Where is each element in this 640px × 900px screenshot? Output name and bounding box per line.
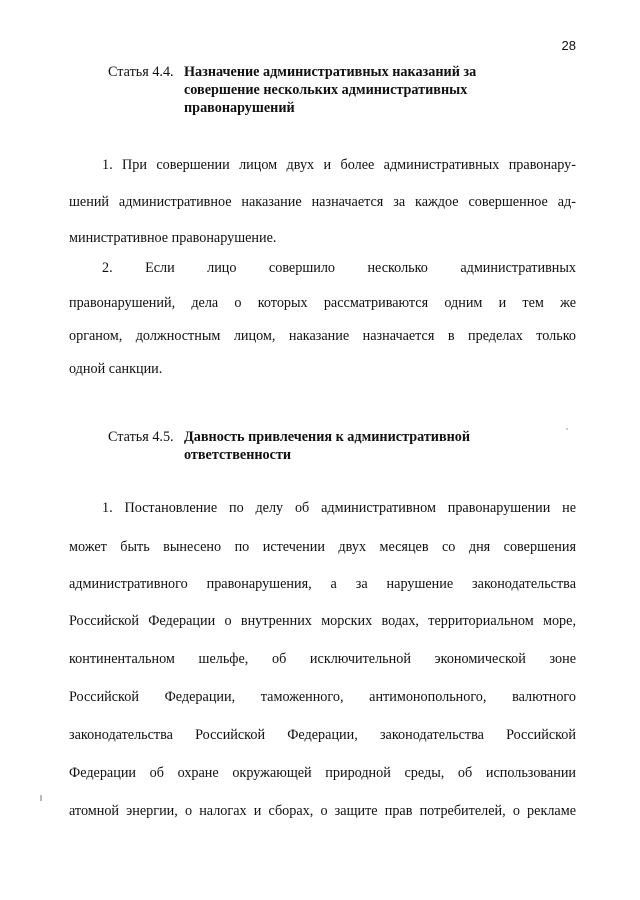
- paragraph-line: законодательства Российской Федерации, законодательства Российской: [69, 727, 576, 743]
- paragraph-line: 1. Постановление по делу об административном правонарушении не: [102, 500, 576, 516]
- paragraph-line: Федерации об охране окружающей природной среды, об использовании: [69, 765, 576, 781]
- article-label: Статья 4.5.: [108, 429, 174, 445]
- paragraph-line: атомной энергии, о налогах и сборах, о защите прав потребителей, о рекламе: [69, 803, 576, 819]
- paragraph-line: 2. Если лицо совершило несколько административных: [102, 260, 576, 276]
- paragraph-line: административного правонарушения, а за нарушение законодательства: [69, 576, 576, 592]
- paragraph-line: 1. При совершении лицом двух и более административных правонару-: [102, 157, 576, 173]
- article-heading: [108, 63, 578, 123]
- article-title-line: Назначение административных наказаний за: [184, 64, 477, 80]
- paragraph-line: органом, должностным лицом, наказание назначается в пределах только: [69, 328, 576, 344]
- paragraph-line: Российской Федерации о внутренних морских водах, территориальном море,: [69, 613, 576, 629]
- page-number: 28: [561, 38, 576, 53]
- paragraph-line: министративное правонарушение.: [69, 230, 277, 246]
- article-title-line: Давность привлечения к административной: [184, 429, 471, 445]
- article-title-line: правонарушений: [184, 100, 295, 116]
- scan-speck: [40, 795, 42, 801]
- article-title: [184, 428, 574, 464]
- article-label: Статья 4.4.: [108, 64, 174, 80]
- article-heading: [108, 428, 578, 468]
- paragraph-line: континентальном шельфе, об исключительной экономической зоне: [69, 651, 576, 667]
- paragraph-line: Российской Федерации, таможенного, антимонопольного, валютного: [69, 689, 576, 705]
- article-title: [184, 63, 574, 117]
- paragraph-line: одной санкции.: [69, 361, 163, 377]
- paragraph-line: правонарушений, дела о которых рассматриваются одним и тем же: [69, 295, 576, 311]
- article-title-line: совершение нескольких административных: [184, 82, 468, 98]
- scan-speck: [566, 428, 568, 430]
- article-title-line: ответственности: [184, 447, 292, 463]
- paragraph-line: может быть вынесено по истечении двух месяцев со дня совершения: [69, 539, 576, 555]
- paragraph-line: шений административное наказание назначается за каждое совершенное ад-: [69, 194, 576, 210]
